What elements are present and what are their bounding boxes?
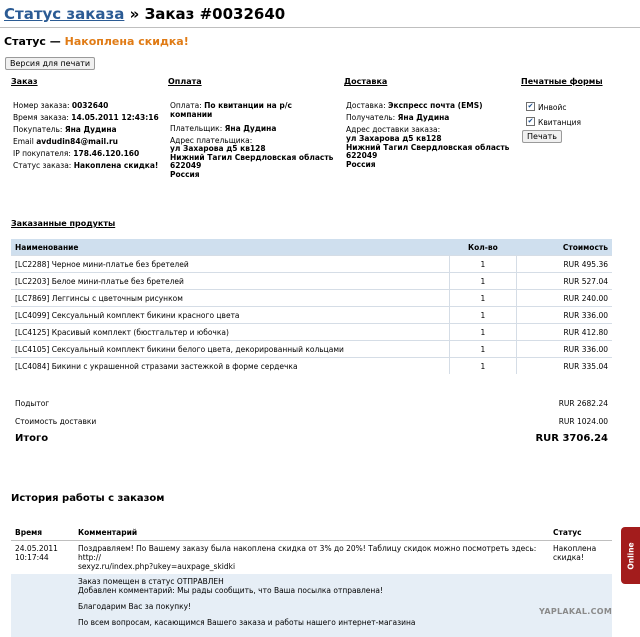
payer-address-line: Нижний Тагил Свердловская область <box>170 152 334 162</box>
delivery-address-line: Россия <box>346 159 376 169</box>
products-table <box>11 239 612 374</box>
history-time <box>11 541 74 575</box>
payer-address-line: 622049 <box>170 161 202 170</box>
history-comment-link[interactable]: sexyz.ru/index.php?ukey=auxpage_skidki <box>78 562 236 571</box>
receipt-label: Квитанция <box>538 118 581 127</box>
product-price: RUR 240.00 <box>517 290 612 307</box>
history-comment <box>74 574 549 637</box>
product-qty: 1 <box>449 273 517 290</box>
breadcrumb-separator: » <box>129 5 140 23</box>
order-time: 14.05.2011 12:43:16 <box>71 113 159 122</box>
product-price: RUR 335.04 <box>517 358 612 375</box>
delivery-heading[interactable]: Доставка <box>344 77 388 86</box>
buyer-ip: 178.46.120.160 <box>73 149 140 158</box>
table-row <box>11 341 612 358</box>
payment-label: Оплата: <box>170 101 202 110</box>
product-name: [LC7869] Леггинсы с цветочным рисунком <box>11 290 449 307</box>
online-tab-label: Online <box>626 541 635 570</box>
delivery-address-line: 622049 <box>346 151 378 160</box>
buyer-email[interactable]: avdudin84@mail.ru <box>36 137 118 146</box>
history-time-text: 10:17:44 <box>15 553 49 562</box>
delivery-address-line: ул Захарова д5 кв128 <box>346 134 442 143</box>
history-time <box>11 574 74 637</box>
delivery-address <box>346 135 509 169</box>
column-header-price: Стоимость <box>517 239 612 256</box>
product-qty: 1 <box>449 341 517 358</box>
invoice-checkbox[interactable]: ✔ <box>527 102 534 110</box>
column-header-status: Статус <box>549 525 612 541</box>
table-row <box>11 541 612 575</box>
payer-address <box>170 145 333 179</box>
history-table <box>11 525 612 637</box>
print-version-button[interactable]: Версия для печати <box>5 57 95 70</box>
payer-label: Плательщик: <box>170 124 223 133</box>
history-status <box>549 541 612 575</box>
delivery-address-line: Нижний Тагил Свердловская область <box>346 142 510 152</box>
product-price: RUR 336.00 <box>517 341 612 358</box>
payment-method-cont-text: компании <box>170 110 213 119</box>
history-status <box>549 574 612 637</box>
product-name: [LC4125] Красивый комплект (бюстгальтер и юбочка) <box>11 324 449 341</box>
order-status-label: Статус заказа: <box>13 161 72 170</box>
ordered-products-heading[interactable]: Заказанные продукты <box>11 219 116 228</box>
status-value: Накоплена скидка! <box>64 35 189 48</box>
total-value: RUR 3706.24 <box>535 433 608 444</box>
payment-method-row <box>170 101 292 110</box>
product-qty: 1 <box>449 256 517 273</box>
order-title: Заказ #0032640 <box>144 5 286 23</box>
table-row <box>11 358 612 375</box>
table-row <box>11 574 612 637</box>
payment-method-cont <box>170 110 212 119</box>
history-comment <box>74 541 549 575</box>
history-comment-line: Благодарим Вас за покупку! <box>78 602 192 611</box>
history-comment-line: Добавлен комментарий: Мы рады сообщить, что Ваша посылка отправлена! <box>78 586 383 595</box>
column-header-comment: Комментарий <box>74 525 549 541</box>
order-status-line <box>4 35 189 48</box>
order-status-value: Накоплена скидка! <box>73 161 159 170</box>
product-qty: 1 <box>449 290 517 307</box>
page-title <box>4 5 285 23</box>
column-header-qty: Кол-во <box>449 239 517 256</box>
receipt-checkbox[interactable]: ✔ <box>527 117 534 125</box>
order-number-row <box>13 101 108 110</box>
email-label: Email <box>13 137 34 146</box>
print-forms-button[interactable]: Печать <box>522 130 562 143</box>
history-comment-line: Заказ помещен в статус ОТПРАВЛЕН <box>78 577 224 586</box>
online-chat-tab[interactable] <box>621 527 640 584</box>
history-heading: История работы с заказом <box>11 493 165 504</box>
order-heading[interactable]: Заказ <box>11 77 38 86</box>
payer-address-line: Россия <box>170 169 200 179</box>
total-label: Итого <box>15 433 49 444</box>
recipient-row <box>346 113 449 122</box>
email-row <box>13 137 118 146</box>
product-price: RUR 412.80 <box>517 324 612 341</box>
recipient-label: Получатель: <box>346 113 396 122</box>
product-qty: 1 <box>449 324 517 341</box>
recipient-name: Яна Дудина <box>397 113 450 122</box>
history-comment-line: По всем вопросам, касающимся Вашего заказа и работы нашего интернет-магазина <box>78 618 416 627</box>
order-number-label: Номер заказа: <box>13 101 70 110</box>
product-name: [LC4084] Бикини с украшенной стразами застежкой в форме сердечка <box>11 358 449 375</box>
order-time-row <box>13 113 159 122</box>
buyer-row <box>13 125 117 134</box>
breadcrumb-link[interactable]: Статус заказа <box>4 5 125 23</box>
table-row <box>11 273 612 290</box>
order-status-row <box>13 161 158 170</box>
watermark: YAPLAKAL.COM <box>539 607 613 616</box>
product-price: RUR 527.04 <box>517 273 612 290</box>
history-status-line: Накоплена <box>553 544 597 553</box>
delivery-method-row <box>346 101 483 110</box>
table-row <box>11 324 612 341</box>
product-name: [LC2288] Черное мини-платье без бретелей <box>11 256 449 273</box>
product-price: RUR 495.36 <box>517 256 612 273</box>
product-name: [LC4105] Сексуальный комплект бикини белого цвета, декорированный кольцами <box>11 341 449 358</box>
product-price: RUR 336.00 <box>517 307 612 324</box>
ip-row <box>13 149 139 158</box>
payer-address-label: Адрес плательщика: <box>170 136 253 145</box>
ip-label: IP покупателя: <box>13 149 71 158</box>
buyer-name: Яна Дудина <box>64 125 117 134</box>
delivery-method: Экспресс почта (EMS) <box>388 101 483 110</box>
subtotal-value: RUR 2682.24 <box>558 399 608 408</box>
invoice-label: Инвойс <box>538 103 567 112</box>
product-name: [LC2203] Белое мини-платье без бретелей <box>11 273 449 290</box>
history-status-line: скидка! <box>553 553 584 562</box>
payment-heading[interactable]: Оплата <box>168 77 202 86</box>
history-date-text: 24.05.2011 <box>15 544 58 553</box>
table-row <box>11 256 612 273</box>
order-time-label: Время заказа: <box>13 113 69 122</box>
payment-method: По квитанции на р/с <box>204 101 292 110</box>
status-label: Статус — <box>4 35 61 48</box>
column-header-name: Наименование <box>11 239 449 256</box>
product-qty: 1 <box>449 307 517 324</box>
payer-address-line: ул Захарова д5 кв128 <box>170 144 266 153</box>
header-divider <box>0 27 640 28</box>
print-forms-heading: Печатные формы <box>521 77 603 86</box>
history-comment-line: Поздравляем! По Вашему заказу была накоплена скидка от 3% до 20%! Таблицу скидок можно посмотреть здесь: http:// <box>78 544 537 562</box>
delivery-label: Доставка: <box>346 101 386 110</box>
order-number: 0032640 <box>71 101 109 110</box>
shipping-label: Стоимость доставки <box>15 417 97 426</box>
buyer-label: Покупатель: <box>13 125 63 134</box>
delivery-address-label: Адрес доставки заказа: <box>346 125 441 134</box>
payer-row <box>170 124 276 133</box>
subtotal-label: Подытог <box>15 399 50 408</box>
product-qty: 1 <box>449 358 517 375</box>
product-name: [LC4099] Сексуальный комплект бикини красного цвета <box>11 307 449 324</box>
table-row <box>11 307 612 324</box>
shipping-value: RUR 1024.00 <box>558 417 608 426</box>
column-header-time: Время <box>11 525 74 541</box>
payer-name: Яна Дудина <box>224 124 277 133</box>
table-row <box>11 290 612 307</box>
